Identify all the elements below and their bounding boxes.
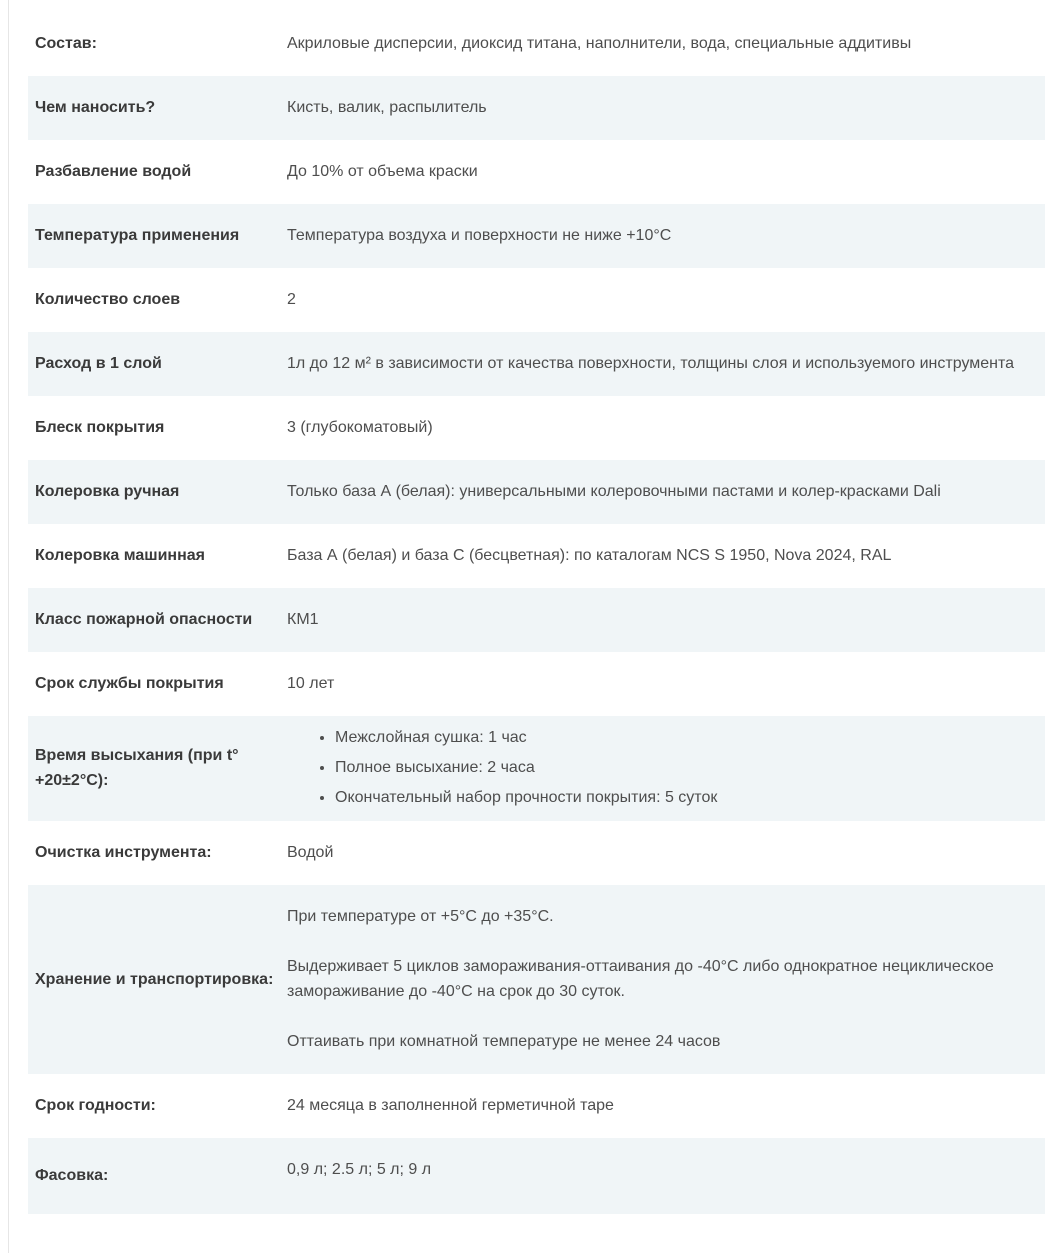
spec-value: База А (белая) и база С (бесцветная): по каталогам NCS S 1950, Nova 2024, RAL <box>281 524 1045 588</box>
table-row <box>28 268 1045 332</box>
spec-label: Разбавление водой <box>28 140 281 204</box>
spec-value: 1л до 12 м² в зависимости от качества поверхности, толщины слоя и используемого инструмента <box>281 332 1045 396</box>
list-item: • Межслойная сушка: 1 час <box>335 723 1039 753</box>
spec-value: 10 лет <box>281 652 1045 716</box>
table-row <box>28 140 1045 204</box>
table-row <box>28 460 1045 524</box>
table-row <box>28 524 1045 588</box>
storage-paragraph: Выдерживает 5 циклов замораживания-оттаивания до -40°С либо однократное нециклическое замораживание до -40°С на срок до 30 суток. <box>287 958 994 1000</box>
table-row <box>28 396 1045 460</box>
spec-value-list <box>281 716 1045 821</box>
drying-time-list <box>287 723 1039 813</box>
spec-value: 2 <box>281 268 1045 332</box>
spec-value: КМ1 <box>281 588 1045 652</box>
spec-label: Расход в 1 слой <box>28 332 281 396</box>
table-row <box>28 332 1045 396</box>
spec-value: 3 (глубокоматовый) <box>281 396 1045 460</box>
table-row <box>28 821 1045 885</box>
spec-value: Кисть, валик, распылитель <box>281 76 1045 140</box>
spec-value: Водой <box>281 821 1045 885</box>
spec-value: До 10% от объема краски <box>281 140 1045 204</box>
spec-label: Количество слоев <box>28 268 281 332</box>
table-row <box>28 1138 1045 1214</box>
spec-label: Класс пожарной опасности <box>28 588 281 652</box>
list-item: • Окончательный набор прочности покрытия: 5 суток <box>335 783 1039 813</box>
table-row <box>28 885 1045 1074</box>
spec-label: Срок службы покрытия <box>28 652 281 716</box>
storage-paragraph: При температуре от +5°С до +35°С. <box>287 908 554 925</box>
spec-value: 24 месяца в заполненной герметичной таре <box>281 1074 1045 1138</box>
spec-value: Температура воздуха и поверхности не ниже +10°С <box>281 204 1045 268</box>
table-row <box>28 716 1045 821</box>
table-row <box>28 204 1045 268</box>
list-item: • Полное высыхание: 2 часа <box>335 753 1039 783</box>
product-specs-table <box>28 12 1045 1214</box>
spec-label: Очистка инструмента: <box>28 821 281 885</box>
spec-label: Время высыхания (при t° +20±2°С): <box>28 716 281 821</box>
spec-label: Срок годности: <box>28 1074 281 1138</box>
spec-label: Хранение и транспортировка: <box>28 885 281 1074</box>
table-row <box>28 652 1045 716</box>
spec-label: Температура применения <box>28 204 281 268</box>
table-row <box>28 1074 1045 1138</box>
table-row <box>28 76 1045 140</box>
storage-paragraph: Оттаивать при комнатной температуре не менее 24 часов <box>287 1033 721 1050</box>
spec-label: Блеск покрытия <box>28 396 281 460</box>
spec-label: Фасовка: <box>28 1138 281 1214</box>
spec-label: Состав: <box>28 12 281 76</box>
spec-label: Колеровка машинная <box>28 524 281 588</box>
table-row <box>28 12 1045 76</box>
table-row <box>28 588 1045 652</box>
spec-label: Чем наносить? <box>28 76 281 140</box>
left-border-line <box>8 0 9 1253</box>
spec-value: 0,9 л; 2.5 л; 5 л; 9 л <box>281 1138 1045 1214</box>
spec-label: Колеровка ручная <box>28 460 281 524</box>
spec-value: Акриловые дисперсии, диоксид титана, наполнители, вода, специальные аддитивы <box>281 12 1045 76</box>
spec-value-paragraphs <box>281 885 1045 1074</box>
spec-value: Только база А (белая): универсальными колеровочными пастами и колер-красками Dali <box>281 460 1045 524</box>
